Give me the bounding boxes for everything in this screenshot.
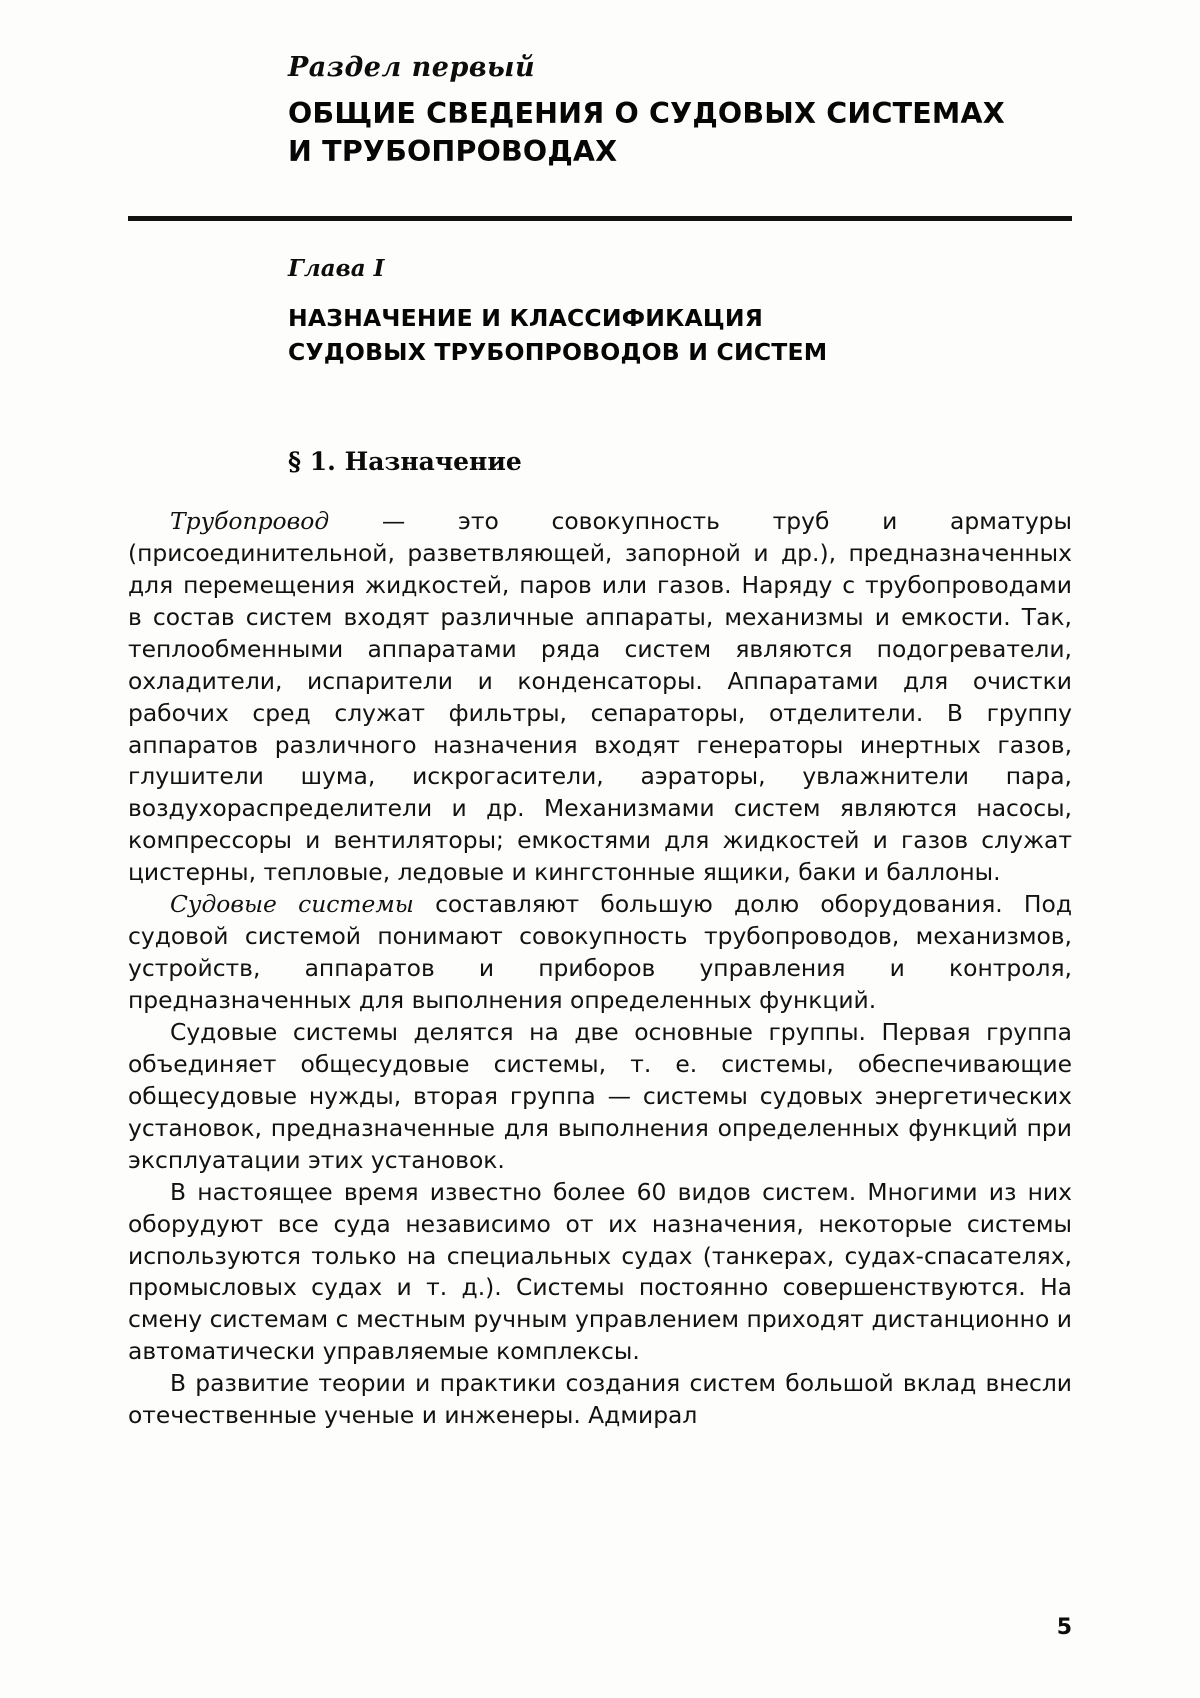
paragraph-3 [128,1017,1072,1177]
paragraph-5 [128,1368,1072,1432]
paragraph-1-text: — это совокупность труб и арматуры (присоединительной, разветвляющей, запорной и др.), предназначенных для перемещения жидкостей, паров или газов. Наряду с трубопроводами в состав систем входят различные аппараты, механизмы и емкости. Так, теплообменными аппаратами ряда систем являются подогреватели, охладители, испарители и конденсаторы. Аппаратами для очистки рабочих сред служат фильтры, сепараторы, отделители. В группу аппаратов различного назначения входят генераторы инертных газов, глушители шума, искрогасители, аэраторы, увлажнители пара, воздухораспределители и др. Механизмами систем являются насосы, компрессоры и вентиляторы; емкостями для жидкостей и газов служат цистерны, тепловые, ледовые и кингстонные ящики, баки и баллоны. [128,506,1072,887]
paragraph-4-text: В настоящее время известно более 60 видов систем. Многими из них оборудуют все суда независимо от их назначения, некоторые системы используются только на специальных судах (танкерах, судах-спасателях, промысловых судах и т. д.). Системы постоянно совершенствуются. На смену системам с местным ручным управлением приходят дистанционно и автоматически управляемые комплексы. [128,1177,1072,1366]
paragraph-heading: § 1. Назначение [288,446,522,476]
paragraph-1 [128,506,1072,889]
chapter-title-line-2: СУДОВЫХ ТРУБОПРОВОДОВ И СИСТЕМ [288,337,828,366]
paragraph-5-text: В развитие теории и практики создания систем большой вклад внесли отечественные ученые и инженеры. Адмирал [128,1369,1072,1430]
section-title-line-2: И ТРУБОПРОВОДАХ [288,134,618,168]
paragraph-4 [128,1177,1072,1369]
horizontal-rule [128,216,1072,221]
body-text [128,506,1072,1432]
page-content [128,52,1072,1432]
section-label: Раздел первый [288,52,536,83]
chapter-label: Глава I [288,255,385,283]
page-number: 5 [1056,1615,1072,1640]
section-title-line-1: ОБЩИЕ СВЕДЕНИЯ О СУДОВЫХ СИСТЕМАХ [288,97,1005,130]
lead-term-1: Трубопровод [170,506,330,535]
paragraph-2 [128,889,1072,1017]
chapter-title [288,302,1072,369]
paragraph-3-text: Судовые системы делятся на две основные группы. Первая группа объединяет общесудовые системы, т. е. системы, обеспечивающие общесудовые нужды, вторая группа — системы судовых энергетических установок, предназначенные для выполнения определенных функций при эксплуатации этих установок. [128,1017,1072,1174]
lead-term-2: Судовые системы [170,890,414,919]
section-title [288,95,1072,170]
paragraph-2-text: составляют большую долю оборудования. Под судовой системой понимают совокупность трубопроводов, механизмов, устройств, аппаратов и приборов управления и контроля, предназначенных для выполнения определенных функций. [128,890,1073,1014]
chapter-title-line-1: НАЗНАЧЕНИЕ И КЛАССИФИКАЦИЯ [288,304,764,333]
